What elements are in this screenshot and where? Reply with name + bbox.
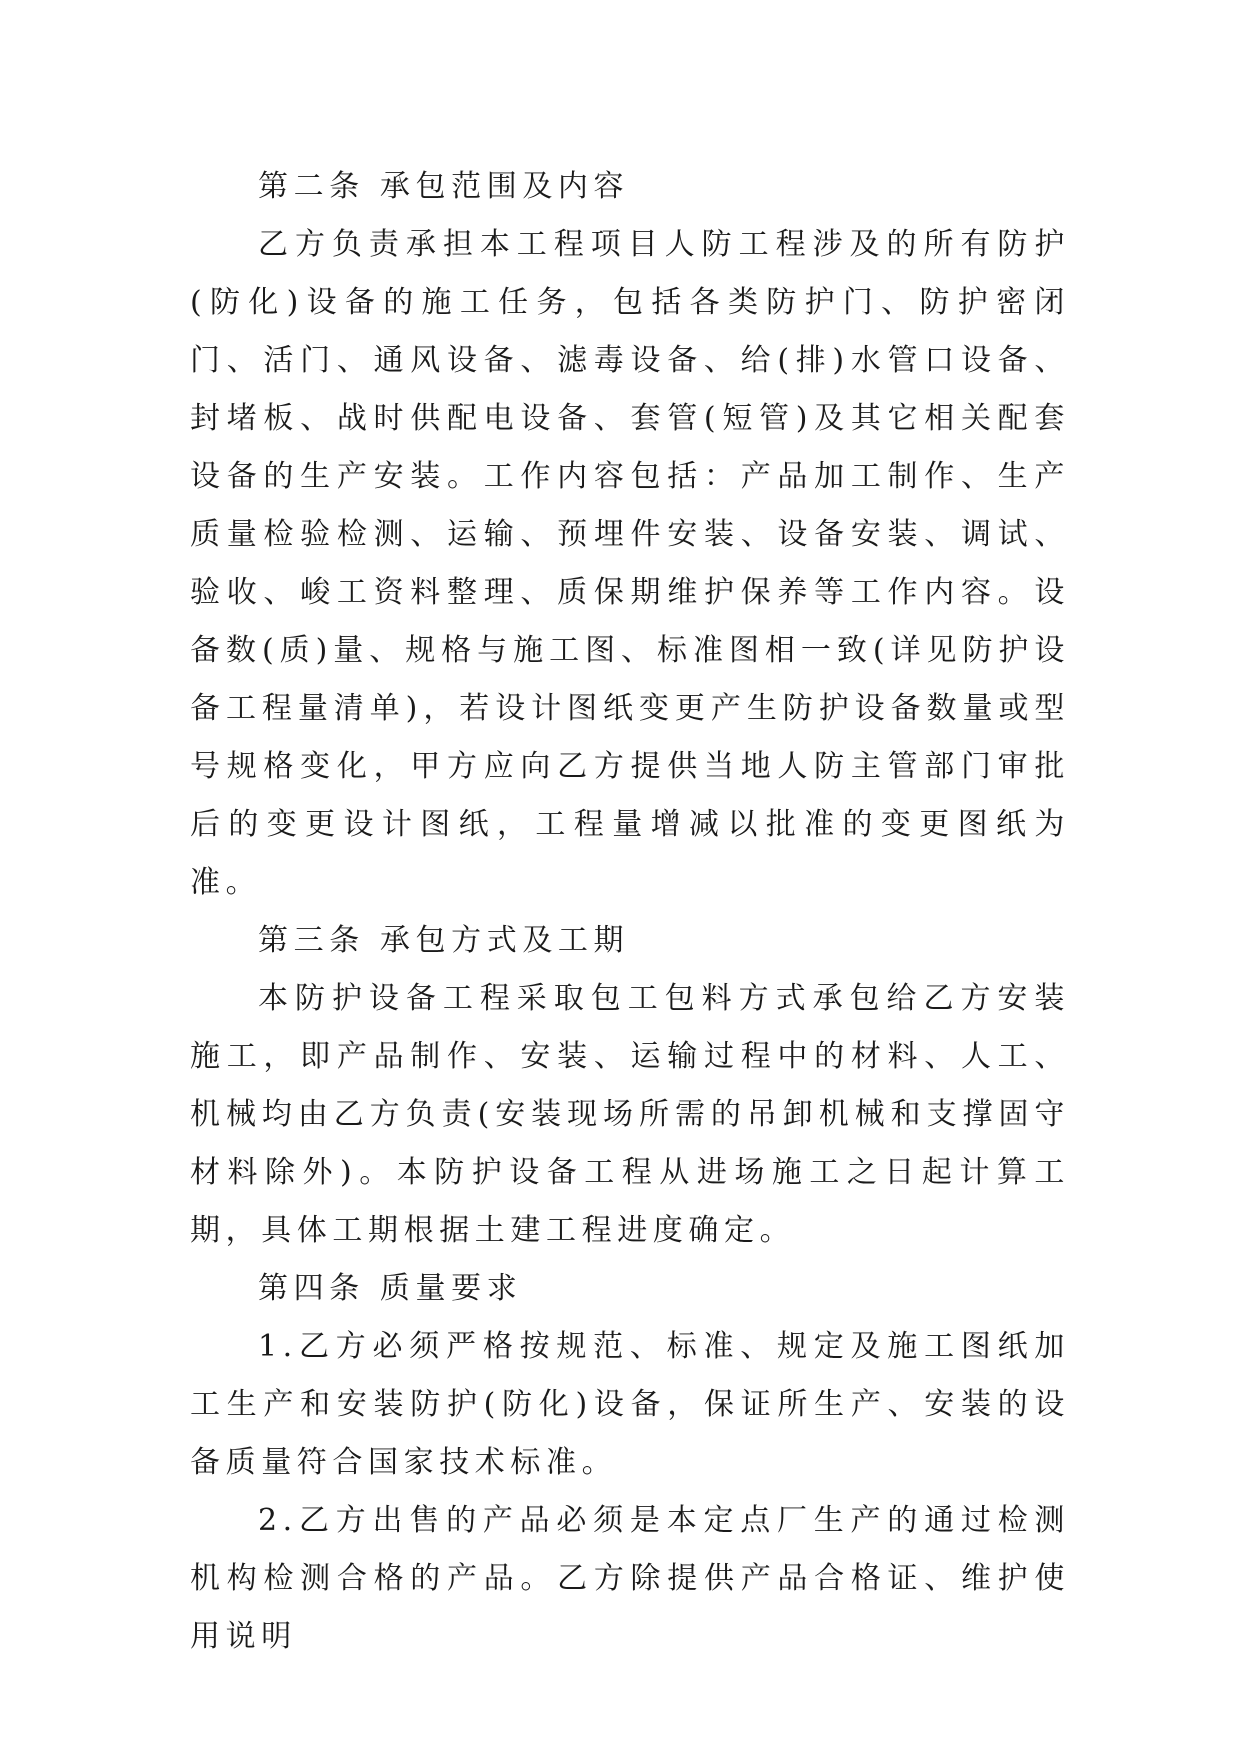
article-4-item-1: 1.乙方必须严格按规范、标准、规定及施工图纸加工生产和安装防护(防化)设备，保证所生产、安装的设备质量符合国家技术标准。 [190, 1329, 1070, 1480]
article-4-heading: 第四条 质量要求 [258, 1271, 523, 1306]
article-3-heading: 第三条 承包方式及工期 [258, 923, 630, 958]
article-3-paragraph: 本防护设备工程采取包工包料方式承包给乙方安装施工，即产品制作、安装、运输过程中的材料、人工、机械均由乙方负责(安装现场所需的吊卸机械和支撑固守材料除外)。本防护设备工程从进场施工之日起计算工期，具体工期根据土建工程进度确定。 [190, 981, 1070, 1248]
article-4-item-2: 2.乙方出售的产品必须是本定点厂生产的通过检测机构检测合格的产品。乙方除提供产品合格证、维护使用说明 [190, 1503, 1070, 1654]
article-2-heading: 第二条 承包范围及内容 [258, 169, 630, 204]
article-2-paragraph: 乙方负责承担本工程项目人防工程涉及的所有防护(防化)设备的施工任务，包括各类防护门、防护密闭门、活门、通风设备、滤毒设备、给(排)水管口设备、封堵板、战时供配电设备、套管(短管)及其它相关配套设备的生产安装。工作内容包括：产品加工制作、生产质量检验检测、运输、预埋件安装、设备安装、调试、验收、峻工资料整理、质保期维护保养等工作内容。设备数(质)量、规格与施工图、标准图相一致(详见防护设备工程量清单)，若设计图纸变更产生防护设备数量或型号规格变化，甲方应向乙方提供当地人防主管部门审批后的变更设计图纸，工程量增减以批准的变更图纸为准。 [190, 227, 1070, 900]
document-body [190, 158, 1070, 1666]
